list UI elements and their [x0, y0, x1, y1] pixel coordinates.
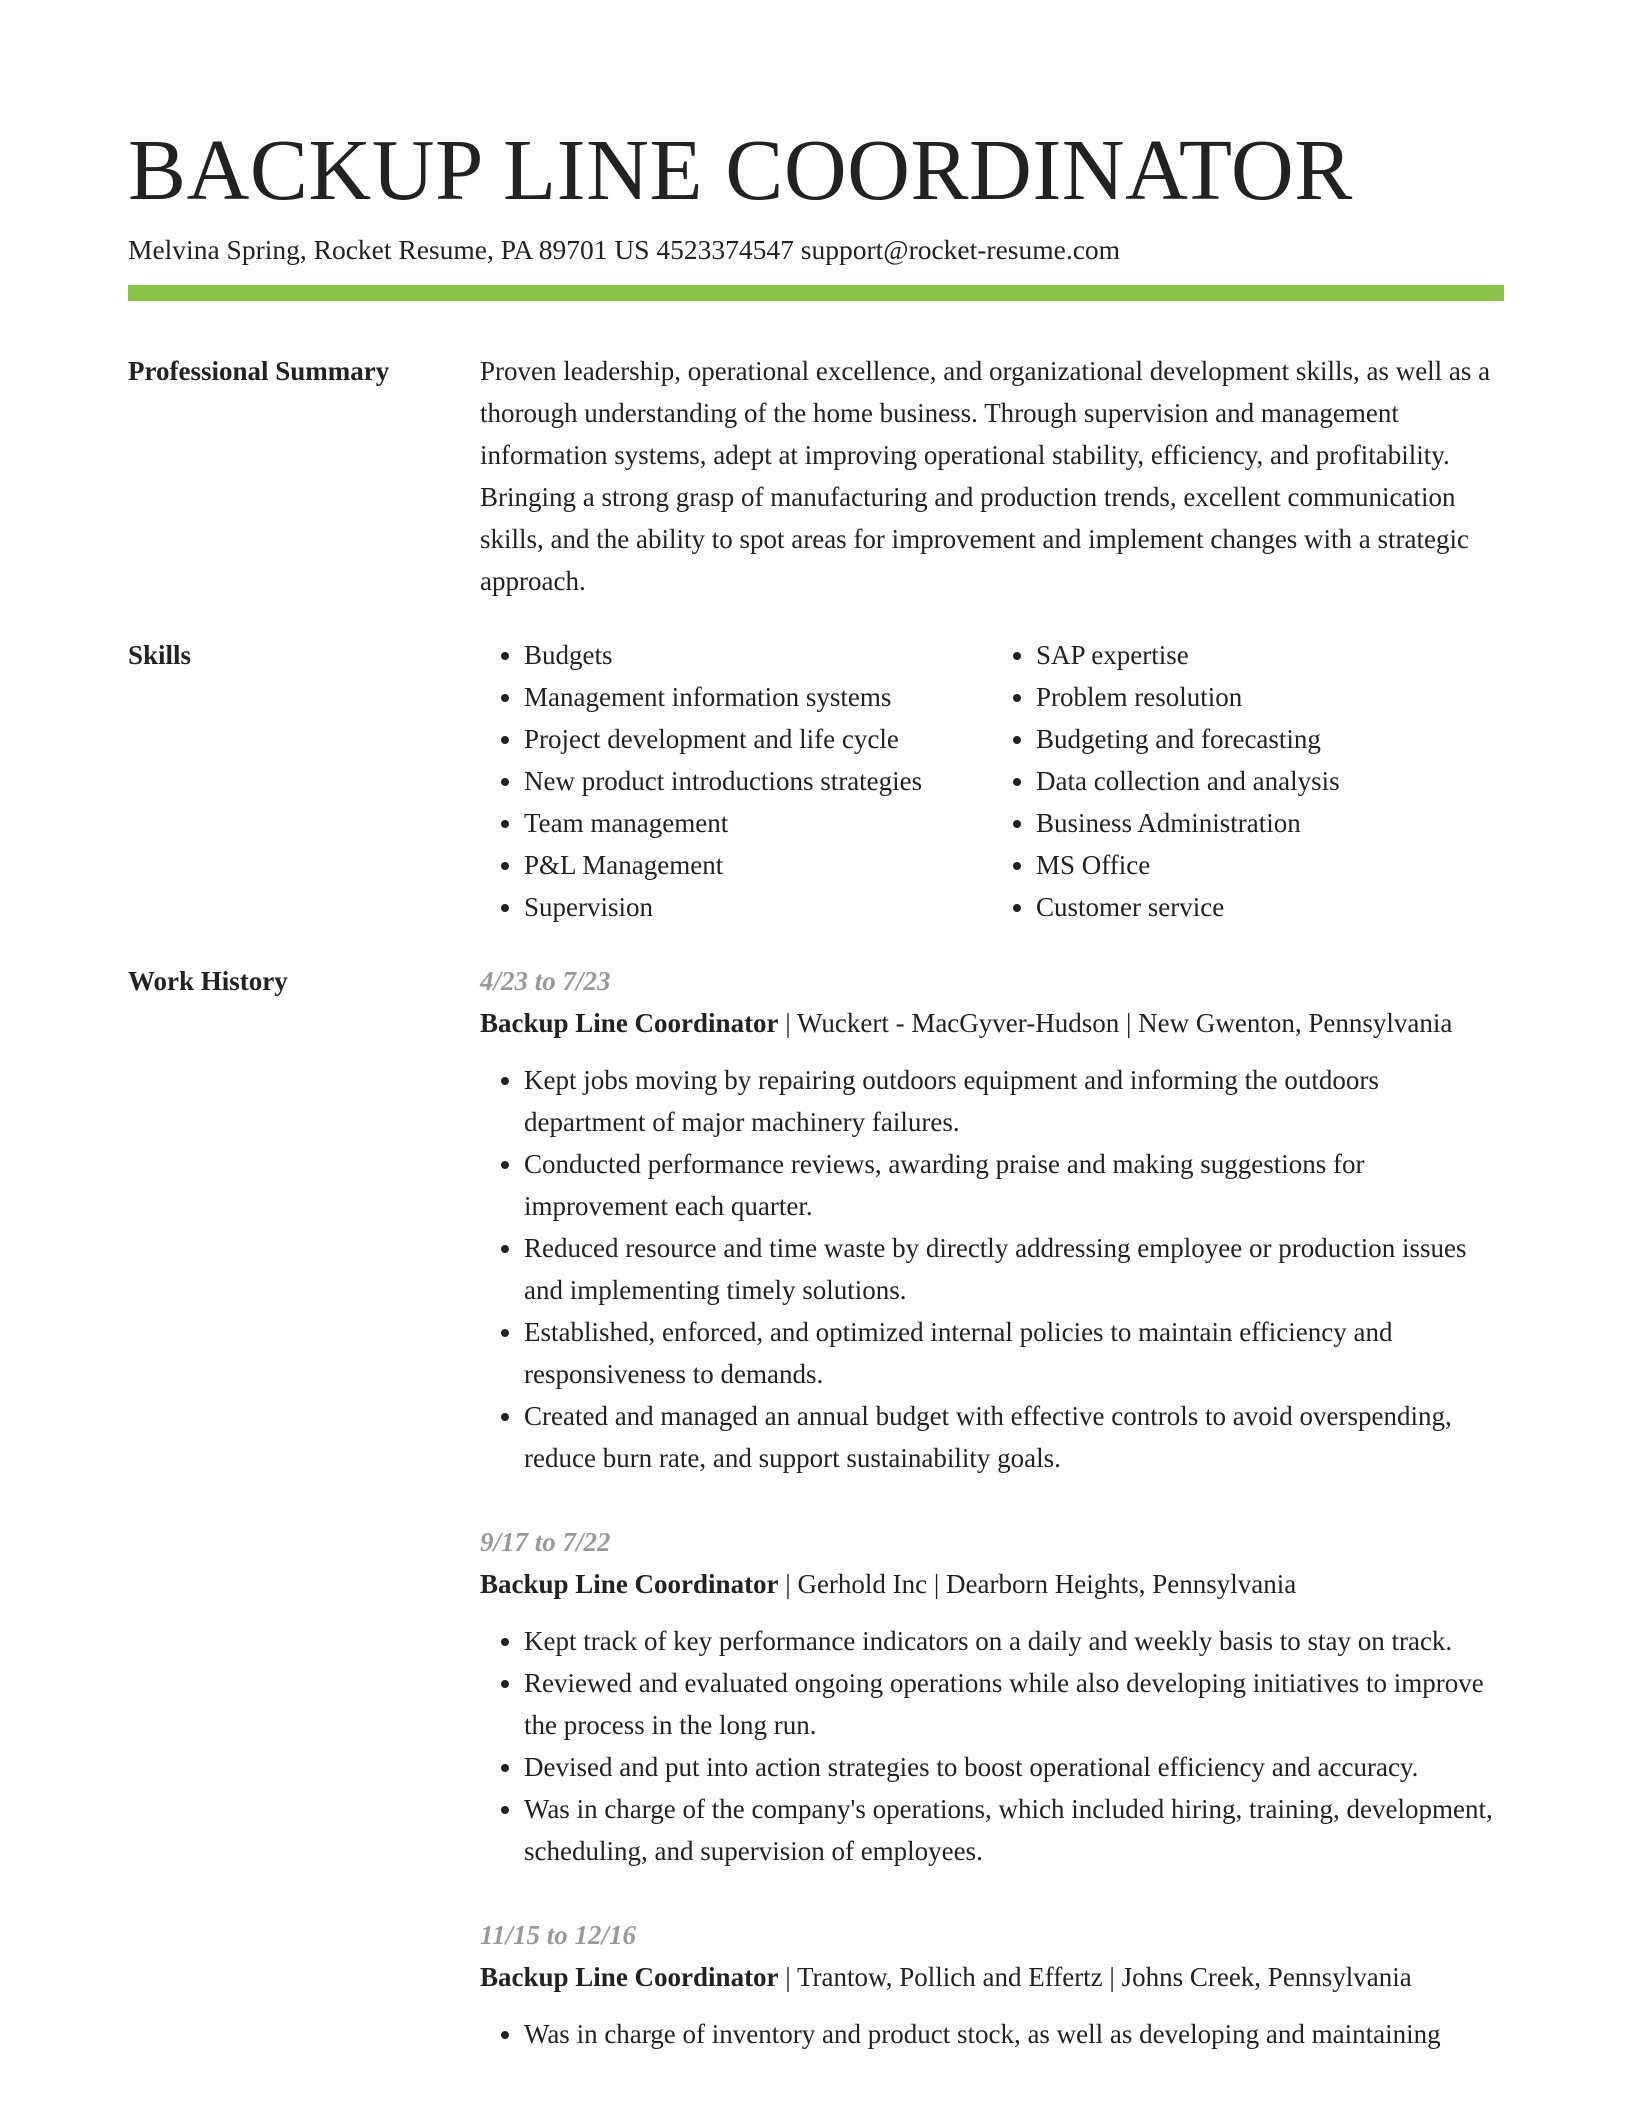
- work-history-body: [480, 960, 1504, 2097]
- job-bullet: • Created and managed an annual budget with effective controls to avoid overspending, reduce burn rate, and support sustainability goals.: [524, 1395, 1504, 1479]
- job-bullet: • Conducted performance reviews, awarding praise and making suggestions for improvement each quarter.: [524, 1143, 1504, 1227]
- job-bullet: • Reviewed and evaluated ongoing operations while also developing initiatives to improve the process in the long run.: [524, 1662, 1504, 1746]
- job-title: Backup Line Coordinator: [480, 1569, 779, 1599]
- job-details: | Trantow, Pollich and Effertz | Johns Creek, Pennsylvania: [778, 1962, 1412, 1992]
- job-dates: 9/17 to 7/22: [480, 1527, 611, 1557]
- job-bullet: • Kept jobs moving by repairing outdoors equipment and informing the outdoors department of major machinery failures.: [524, 1059, 1504, 1143]
- skills-columns: [480, 634, 1504, 928]
- skills-body: [480, 634, 1504, 928]
- job-bullet: • Devised and put into action strategies to boost operational efficiency and accuracy.: [524, 1746, 1504, 1788]
- job-bullet: • Established, enforced, and optimized internal policies to maintain efficiency and responsiveness to demands.: [524, 1311, 1504, 1395]
- job-title: Backup Line Coordinator: [480, 1008, 779, 1038]
- job-details: | Gerhold Inc | Dearborn Heights, Pennsylvania: [778, 1569, 1297, 1599]
- summary-body: [480, 350, 1504, 602]
- job-bullets: [480, 1059, 1504, 1479]
- job-entry: [480, 1914, 1504, 2055]
- job-entry: [480, 1521, 1504, 1872]
- job-title: Backup Line Coordinator: [480, 1962, 779, 1992]
- resume-title: BACKUP LINE COORDINATOR: [128, 121, 1353, 218]
- job-entry: [480, 960, 1504, 1479]
- job-title-line: [480, 1563, 1504, 1605]
- skill-item: • Team management: [524, 802, 992, 844]
- skill-item: • Data collection and analysis: [1036, 760, 1504, 802]
- job-bullet: • Was in charge of inventory and product stock, as well as developing and maintaining: [524, 2013, 1504, 2055]
- contact-line: Melvina Spring, Rocket Resume, PA 89701 US 4523374547 support@rocket-resume.com: [128, 234, 1121, 265]
- job-title-line: [480, 1956, 1504, 1998]
- accent-divider: [128, 285, 1504, 301]
- skill-item: • P&L Management: [524, 844, 992, 886]
- skill-item: • MS Office: [1036, 844, 1504, 886]
- job-details: | Wuckert - MacGyver-Hudson | New Gwenton, Pennsylvania: [778, 1008, 1453, 1038]
- job-bullets: [480, 2013, 1504, 2055]
- skill-item: • Customer service: [1036, 886, 1504, 928]
- job-dates: 11/15 to 12/16: [480, 1920, 637, 1950]
- job-bullets: [480, 1620, 1504, 1872]
- section-label-work: Work History: [128, 966, 288, 996]
- section-label-skills: Skills: [128, 640, 192, 670]
- skill-item: • New product introductions strategies: [524, 760, 992, 802]
- job-dates: 4/23 to 7/23: [480, 966, 611, 996]
- job-bullet: • Was in charge of the company's operations, which included hiring, training, development, scheduling, and supervision of employees.: [524, 1788, 1504, 1872]
- skills-list-right: [992, 634, 1504, 928]
- skill-item: • Budgeting and forecasting: [1036, 718, 1504, 760]
- job-bullet: • Reduced resource and time waste by directly addressing employee or production issues and implementing timely solutions.: [524, 1227, 1504, 1311]
- skill-item: • Project development and life cycle: [524, 718, 992, 760]
- job-title-line: [480, 1002, 1504, 1044]
- skill-item: • Problem resolution: [1036, 676, 1504, 718]
- skills-list-left: [480, 634, 992, 928]
- skill-item: • Business Administration: [1036, 802, 1504, 844]
- section-label-summary: Professional Summary: [128, 356, 390, 386]
- skill-item: • Management information systems: [524, 676, 992, 718]
- summary-text: Proven leadership, operational excellence, and organizational development skills, as well as a thorough understanding of the home business. Through supervision and management information systems, adept at improving operational stability, efficiency, and profitability. Bringing a strong grasp of manufacturing and production trends, excellent communication skills, and the ability to spot areas for improvement and implement changes with a strategic approach.: [480, 356, 1491, 596]
- skill-item: • SAP expertise: [1036, 634, 1504, 676]
- skill-item: • Budgets: [524, 634, 992, 676]
- job-bullet: • Kept track of key performance indicators on a daily and weekly basis to stay on track.: [524, 1620, 1504, 1662]
- skill-item: • Supervision: [524, 886, 992, 928]
